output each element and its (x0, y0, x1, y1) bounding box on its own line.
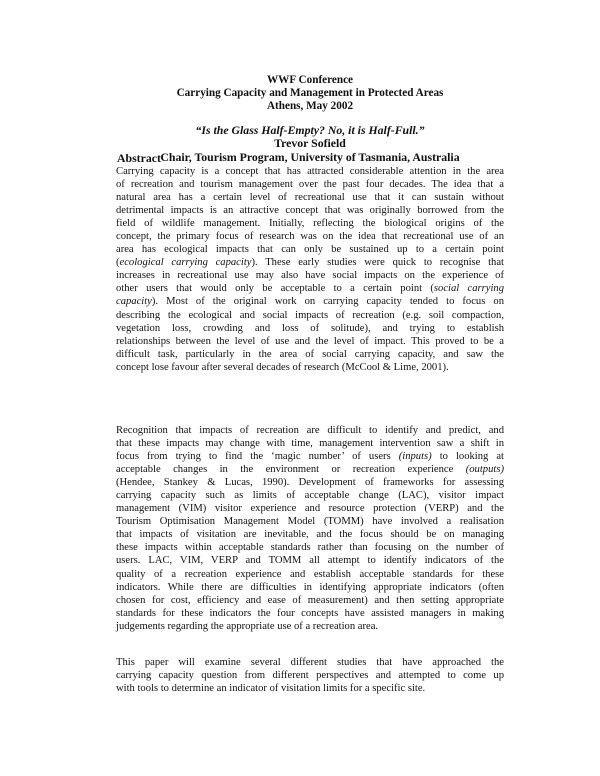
text-run: other users that would only be acceptable to a certain point ( (116, 283, 434, 295)
text-line (116, 230, 504, 243)
text-line (116, 269, 504, 282)
text-line (116, 656, 504, 669)
text-run: management (VIM) visitor experience and resource protection (VERP) and the (116, 503, 504, 515)
text-line (116, 554, 504, 567)
text-line (116, 541, 504, 554)
text-run: difficult task, particularly in the area of social carrying capacity, and saw the (116, 348, 504, 360)
conference-name: WWF Conference (266, 74, 354, 86)
text-run: ). These early studies were quick to recognise that (251, 257, 504, 269)
text-line (116, 348, 504, 361)
text-run: carrying capacity question from different perspectives and attempted to come up (116, 670, 504, 682)
abstract-paragraph-3 (116, 656, 504, 695)
text-run: users. LAC, VIM, VERP and TOMM all attempt to identify indicators of the (116, 555, 504, 567)
text-line (116, 424, 504, 437)
text-line (116, 568, 504, 581)
text-run: chosen for cost, efficiency and ease of measurement) and then setting appropriate (116, 594, 504, 606)
text-run: these impacts within acceptable standards rather than focusing on the number of (116, 542, 504, 554)
conference-location-date: Athens, May 2002 (266, 100, 354, 113)
text-run: quality of a recreation experience and establish acceptable standards for these (116, 568, 504, 580)
text-run: increases in recreational use may also have social impacts on the experience of (116, 270, 504, 282)
text-run: (Hendee, Stankey & Lucas, 1990). Development of frameworks for assessing (116, 477, 504, 489)
italic-term: social carrying (433, 283, 505, 295)
text-run: detrimental impacts is an attractive concept that was originally borrowed from the (116, 205, 504, 217)
text-line (116, 335, 504, 348)
abstract-paragraph-1 (116, 165, 504, 374)
text-run: ). Most of the original work on carrying capacity tended to focus on (151, 296, 504, 308)
text-line (116, 607, 504, 620)
author-name: Trevor Sofield (274, 136, 346, 151)
text-run: Carrying capacity is a concept that has attracted considerable attention in the area (116, 166, 504, 177)
text-run: standards for these indicators the four concepts have assisted managers in making (116, 607, 504, 619)
text-line (116, 463, 504, 476)
text-run: ( (116, 257, 120, 269)
text-line (116, 682, 504, 695)
text-run: with tools to determine an indicator of visitation limits for a specific site. (116, 683, 426, 695)
text-line (116, 282, 504, 295)
text-line (116, 243, 504, 256)
text-line (116, 204, 504, 217)
text-run: carrying capacity such as limits of acceptable change (LAC), visitor impact (116, 490, 504, 502)
text-line (116, 450, 504, 463)
text-run: Tourism Optimisation Management Model (TOMM) have involved a realisation (116, 516, 504, 528)
text-run: relationships between the level of use and the level of impact. This proved to be a (116, 335, 504, 347)
abstract-heading: Abstract (117, 151, 161, 165)
text-line (116, 191, 504, 204)
text-run: to looking at (431, 451, 504, 463)
italic-term: (inputs) (398, 451, 432, 463)
conference-theme: Carrying Capacity and Management in Protected Areas (176, 87, 444, 100)
text-run: that these impacts may change with time, management intervention saw a shift in (116, 438, 504, 450)
text-run: judgements regarding the appropriate use of a recreation area. (116, 620, 379, 632)
text-run: indicators. While there are difficulties in identifying appropriate indicators (often (116, 581, 504, 593)
text-run: that impacts of visitation are inevitable, and the focus should be on managing (116, 529, 504, 541)
text-line (116, 528, 504, 541)
paper-title: “Is the Glass Half-Empty? No, it is Half-Full.” (195, 123, 425, 137)
text-run: natural area has a certain level of recreational use that it can sustain without (116, 192, 504, 204)
author-affiliation: Chair, Tourism Program, University of Tasmania, Australia (160, 149, 460, 164)
italic-term: capacity (116, 296, 152, 308)
italic-term: (outputs) (465, 464, 504, 476)
italic-term: ecological carrying capacity (119, 257, 252, 269)
conference-header (100, 74, 520, 114)
text-line (116, 256, 504, 269)
abstract-paragraph-2 (116, 424, 504, 633)
text-line (116, 309, 504, 322)
text-line (116, 489, 504, 502)
text-line (116, 217, 504, 230)
text-line (116, 361, 504, 374)
text-run: focus from trying to find the ‘magic number’ of users (116, 451, 399, 463)
text-run: concept lose favour after several decades of research (McCool & Lime, 2001). (116, 361, 449, 373)
text-line (116, 295, 504, 308)
text-line (116, 620, 504, 633)
text-line (116, 165, 504, 178)
text-line (116, 437, 504, 450)
text-line (116, 669, 504, 682)
text-line (116, 178, 504, 191)
text-run: acceptable changes in the environment or recreation experience (116, 464, 466, 476)
text-line (116, 502, 504, 515)
text-line (116, 594, 504, 607)
text-line (116, 476, 504, 489)
text-line (116, 322, 504, 335)
text-run: This paper will examine several different studies that have approached the (116, 657, 504, 668)
text-line (116, 581, 504, 594)
text-run: of recreation and tourism management over the past four decades. The idea that a (116, 179, 504, 191)
paper-title-block (100, 124, 520, 164)
text-run: Recognition that impacts of recreation are difficult to identify and predict, and (116, 425, 504, 436)
text-run: field of wildlife management. Initially, reflecting the biological origins of the (116, 218, 504, 230)
text-run: concept, the primary focus of research was on the idea that recreational use of an (116, 231, 504, 243)
text-run: area has ecological impacts that can only be sustained up to a certain point (116, 244, 504, 256)
text-run: describing the ecological and social impacts of recreation (e.g. soil compaction, (116, 309, 504, 321)
text-line (116, 515, 504, 528)
text-run: vegetation loss, crowding and loss of solitude), and trying to establish (116, 322, 504, 334)
